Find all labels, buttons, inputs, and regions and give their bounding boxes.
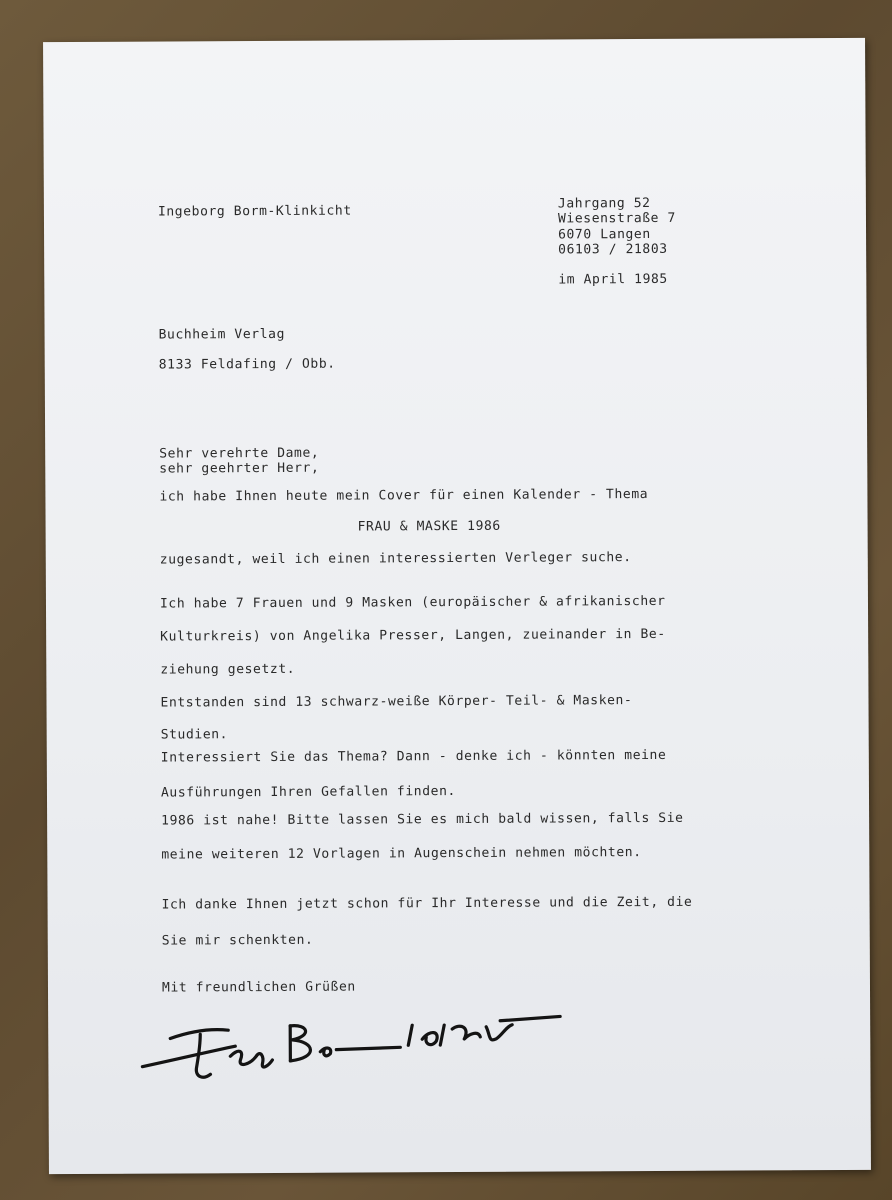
body-line: Entstanden sind 13 schwarz-weiße Körper- Teil- & Masken-	[160, 693, 633, 711]
body-line: meine weiteren 12 Vorlagen in Augenschein nehmen möchten.	[161, 845, 642, 863]
sender-address-line-3: 6070 Langen	[558, 226, 651, 243]
body-line: zugesandt, weil ich einen interessierten Verleger suche.	[159, 550, 632, 568]
body-line: Studien.	[160, 727, 229, 743]
body-line: 1986 ist nahe! Bitte lassen Sie es mich bald wissen, falls Sie	[161, 810, 684, 829]
letter-paper	[43, 38, 871, 1174]
sender-name: Ingeborg Borm-Klinkicht	[157, 203, 352, 220]
recipient-name: Buchheim Verlag	[158, 326, 286, 343]
body-line: Ich danke Ihnen jetzt schon für Ihr Interesse und die Zeit, die	[161, 894, 693, 913]
body-line: Ausführungen Ihren Gefallen finden.	[160, 784, 456, 801]
body-line: ziehung gesetzt.	[160, 661, 296, 678]
sender-phone: 06103 / 21803	[558, 241, 668, 258]
body-line: ich habe Ihnen heute mein Cover für einen Kalender - Thema	[159, 486, 649, 505]
handwritten-signature	[140, 1014, 570, 1090]
salutation-line-2: sehr geehrter Herr,	[159, 460, 320, 477]
body-line: Sie mir schenkten.	[161, 932, 314, 949]
calendar-title: FRAU & MASKE 1986	[357, 518, 501, 535]
body-line: Interessiert Sie das Thema? Dann - denke ich - könnten meine	[160, 747, 667, 766]
salutation-line-1: Sehr verehrte Dame,	[159, 445, 320, 462]
letter-date: im April 1985	[558, 271, 668, 288]
recipient-city: 8133 Feldafing / Obb.	[158, 356, 336, 373]
body-line: Ich habe 7 Frauen und 9 Masken (europäischer & afrikanischer	[159, 593, 666, 612]
closing: Mit freundlichen Grüßen	[161, 979, 356, 996]
sender-address-line-2: Wiesenstraße 7	[557, 210, 676, 227]
sender-address-line-1: Jahrgang 52	[557, 195, 651, 212]
body-line: Kulturkreis) von Angelika Presser, Langen, zueinander in Be-	[160, 626, 666, 645]
